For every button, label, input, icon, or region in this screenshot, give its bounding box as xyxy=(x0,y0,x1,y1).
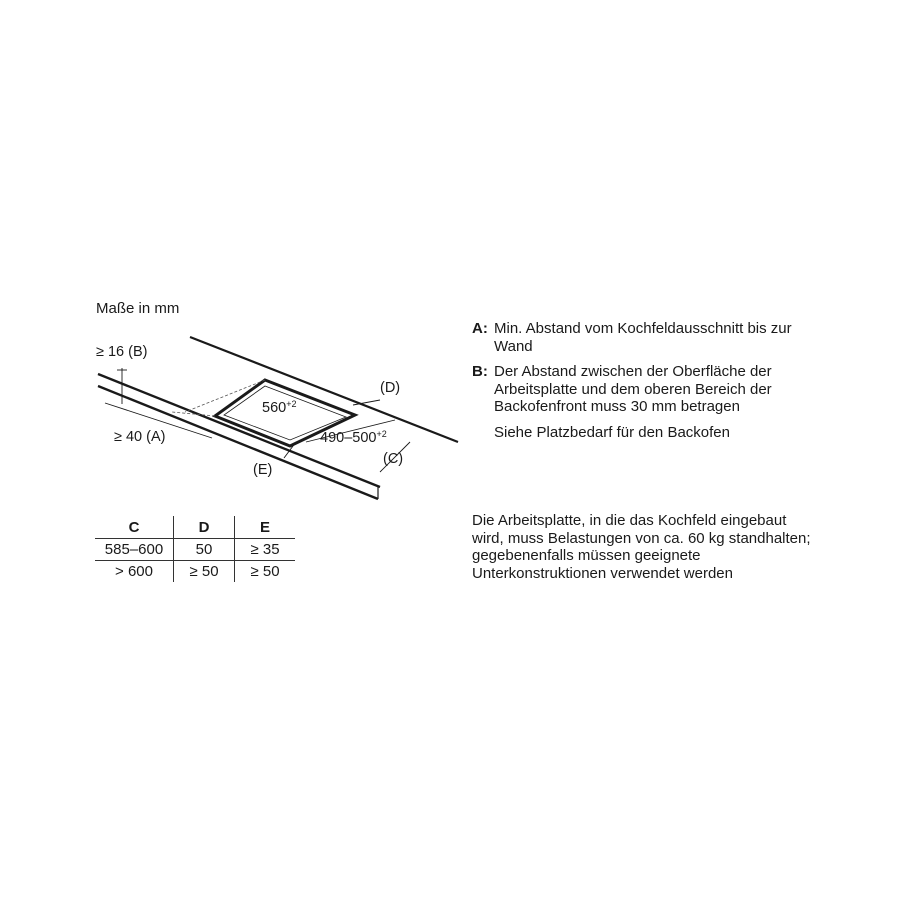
table-cell: ≥ 35 xyxy=(235,539,296,561)
table-cell: 50 xyxy=(174,539,235,561)
table-header: C xyxy=(95,516,174,539)
label-e: (E) xyxy=(253,462,273,478)
legend-item-b xyxy=(472,363,832,416)
table-cell: ≥ 50 xyxy=(235,561,296,583)
width-cutout-label: $560^{+2}$ xyxy=(262,399,297,416)
table-row xyxy=(95,539,295,561)
table-cell: > 600 xyxy=(115,563,153,580)
depth-cutout-label: $490-500^{+2}$ xyxy=(320,429,387,446)
legend-text: Der Abstand zwischen der Oberfläche der Arbeitsplatte und dem oberen Bereich der Backofenfront muss 30 mm betragen xyxy=(494,363,772,415)
table-header: D xyxy=(174,516,235,539)
label-a: ≥ 40 (A) xyxy=(114,429,166,445)
legend-item-a xyxy=(472,320,832,355)
table-cell: 585–600 xyxy=(95,539,174,561)
legend-key: A: xyxy=(472,320,488,337)
legend-text: Min. Abstand vom Kochfeldausschnitt bis zur Wand xyxy=(494,320,792,355)
table-header: E xyxy=(235,516,296,539)
table-cell: ≥ 50 xyxy=(174,561,235,583)
label-b: ≥ 16 (B) xyxy=(96,344,148,360)
legend-note: Siehe Platzbedarf für den Backofen xyxy=(494,423,730,441)
worktop-note: Die Arbeitsplatte, in die das Kochfeld eingebaut wird, muss Belastungen von ca. 60 kg standhalten; gegebenenfalls müssen geeignete Unterkonstruktionen verwendet werden xyxy=(472,512,811,582)
legend xyxy=(472,320,832,441)
units-label: Maße in mm xyxy=(96,300,180,317)
table-header-row xyxy=(95,516,295,539)
legend-key: B: xyxy=(472,363,488,380)
table-row xyxy=(95,561,295,583)
label-c: (C) xyxy=(383,451,404,467)
dimension-table xyxy=(95,516,295,582)
label-d: (D) xyxy=(380,380,401,396)
